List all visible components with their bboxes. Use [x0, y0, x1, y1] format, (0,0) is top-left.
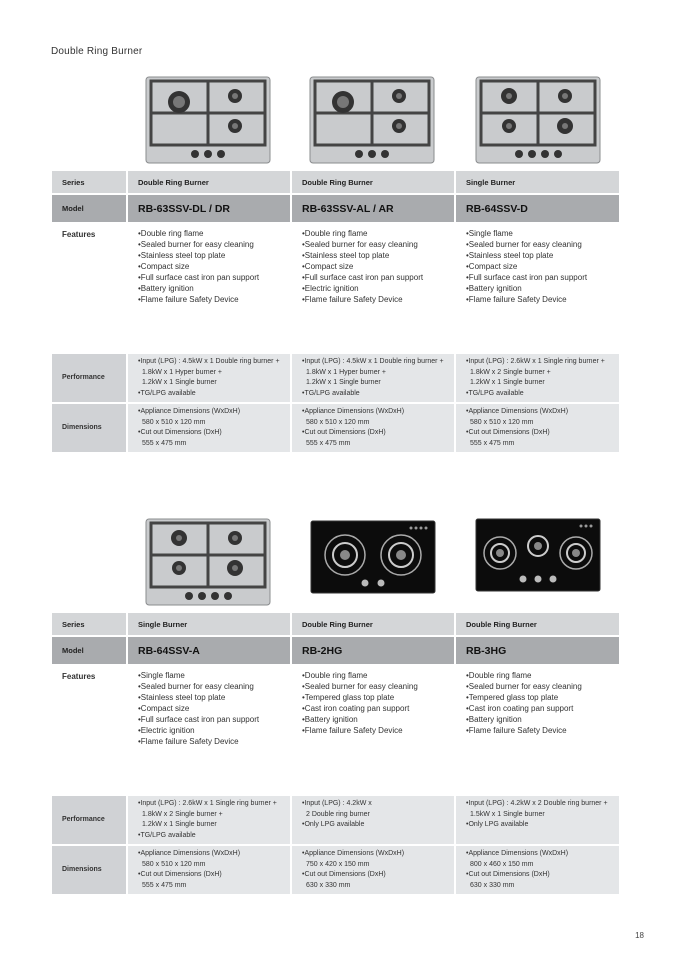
model-value: RB-3HG: [456, 637, 619, 664]
dimension-line: •Appliance Dimensions (WxDxH): [466, 408, 569, 415]
dimensions-cell: [128, 846, 290, 894]
model-value: RB-64SSV-A: [128, 637, 290, 664]
performance-line: 1.5kW x 1 Single burner: [470, 810, 545, 818]
dimension-line: •Appliance Dimensions (WxDxH): [138, 408, 241, 415]
series-label: Series: [52, 171, 126, 193]
performance-line: •TG/LPG available: [138, 389, 196, 397]
product-block-1: [52, 72, 621, 454]
performance-line: 2 Double ring burner: [306, 810, 370, 818]
performance-line: 1.8kW x 2 Single burner +: [470, 368, 551, 376]
dimension-line: 555 x 475 mm: [142, 439, 187, 447]
feature-item: •Full surface cast iron pan support: [138, 273, 260, 282]
dimensions-label: Dimensions: [52, 404, 126, 452]
performance-line: 1.2kW x 1 Single burner: [306, 379, 381, 386]
model-row: [52, 637, 621, 664]
feature-item: •Sealed burner for easy cleaning: [302, 682, 418, 691]
series-value: Single Burner: [456, 171, 619, 193]
model-value: RB-63SSV-AL / AR: [292, 195, 454, 222]
features-row: [52, 224, 621, 352]
performance-line: •TG/LPG available: [138, 831, 196, 839]
performance-line: •Input (LPG) : 4.5kW x 1 Double ring burner +: [302, 358, 444, 365]
feature-item: •Sealed burner for easy cleaning: [466, 240, 582, 249]
feature-item: •Compact size: [302, 262, 354, 271]
feature-item: •Sealed burner for easy cleaning: [466, 682, 582, 691]
page-number: 18: [635, 931, 644, 940]
performance-row: [52, 354, 621, 402]
feature-item: •Flame failure Safety Device: [302, 726, 403, 735]
feature-item: •Flame failure Safety Device: [138, 295, 239, 304]
feature-item: •Double ring flame: [138, 229, 204, 238]
product-images-row: [52, 514, 621, 610]
feature-item: •Double ring flame: [302, 229, 368, 238]
dimension-line: •Cut out Dimensions (DxH): [302, 871, 386, 878]
feature-item: •Stainless steel top plate: [138, 693, 226, 702]
performance-line: •Input (LPG) : 2.6kW x 1 Single ring burner +: [466, 358, 605, 365]
series-row: [52, 171, 621, 193]
dimension-line: •Cut out Dimensions (DxH): [138, 871, 222, 878]
performance-line: •Input (LPG) : 4.2kW x: [302, 800, 372, 807]
spec-table-1: [52, 171, 621, 452]
model-value: RB-2HG: [292, 637, 454, 664]
feature-item: •Full surface cast iron pan support: [302, 273, 424, 282]
performance-cell: [456, 354, 619, 402]
performance-line: 1.2kW x 1 Single burner: [142, 821, 217, 828]
dimension-line: 555 x 475 mm: [470, 439, 515, 447]
performance-line: 1.2kW x 1 Single burner: [470, 379, 545, 386]
feature-item: •Compact size: [138, 262, 190, 271]
series-value: Double Ring Burner: [456, 613, 619, 635]
dimensions-label: Dimensions: [52, 846, 126, 894]
features-list: [128, 224, 290, 352]
feature-item: •Electric ignition: [302, 284, 359, 293]
product-block-2: [52, 514, 621, 896]
stainless-hob-image: [145, 76, 271, 164]
features-label: Features: [52, 224, 126, 352]
glass-hob-image: [475, 518, 601, 592]
feature-item: •Flame failure Safety Device: [138, 737, 239, 746]
model-label: Model: [52, 195, 126, 222]
series-value: Double Ring Burner: [128, 171, 290, 193]
features-list: [292, 666, 454, 794]
stainless-hob-image: [309, 76, 435, 164]
dimensions-cell: [292, 404, 454, 452]
performance-label: Performance: [52, 796, 126, 844]
dimension-line: •Appliance Dimensions (WxDxH): [138, 850, 241, 857]
model-value: RB-63SSV-DL / DR: [128, 195, 290, 222]
stainless-hob-image: [475, 76, 601, 164]
feature-item: •Stainless steel top plate: [302, 251, 390, 260]
performance-cell: [128, 796, 290, 844]
performance-cell: [292, 796, 454, 844]
dimension-line: 580 x 510 x 120 mm: [306, 418, 370, 426]
dimension-line: •Cut out Dimensions (DxH): [302, 429, 386, 436]
performance-row: [52, 796, 621, 844]
dimensions-cell: [128, 404, 290, 452]
dimension-line: •Appliance Dimensions (WxDxH): [302, 850, 405, 857]
feature-item: •Flame failure Safety Device: [302, 295, 403, 304]
features-list: [128, 666, 290, 794]
performance-line: •Input (LPG) : 4.2kW x 2 Double ring burner +: [466, 800, 608, 807]
dimension-line: 580 x 510 x 120 mm: [142, 418, 206, 426]
performance-line: •Input (LPG) : 4.5kW x 1 Double ring burner +: [138, 358, 280, 365]
series-value: Double Ring Burner: [292, 171, 454, 193]
feature-item: •Electric ignition: [138, 726, 195, 735]
feature-item: •Single flame: [466, 229, 513, 238]
dimensions-row: [52, 404, 621, 452]
feature-item: •Sealed burner for easy cleaning: [138, 682, 254, 691]
feature-item: •Stainless steel top plate: [138, 251, 226, 260]
feature-item: •Battery ignition: [466, 715, 522, 724]
dimension-line: •Appliance Dimensions (WxDxH): [466, 850, 569, 857]
performance-label: Performance: [52, 354, 126, 402]
product-images-row: [52, 72, 621, 168]
performance-line: 1.8kW x 1 Hyper burner +: [306, 368, 386, 376]
dimensions-cell: [292, 846, 454, 894]
series-label: Series: [52, 613, 126, 635]
dimensions-row: [52, 846, 621, 894]
stainless-hob-image: [145, 518, 271, 606]
feature-item: •Cast iron coating pan support: [466, 704, 574, 713]
performance-line: 1.8kW x 2 Single burner +: [142, 810, 223, 818]
features-row: [52, 666, 621, 794]
performance-cell: [128, 354, 290, 402]
dimension-line: •Cut out Dimensions (DxH): [466, 871, 550, 878]
series-value: Single Burner: [128, 613, 290, 635]
features-list: [456, 224, 619, 352]
feature-item: •Double ring flame: [302, 671, 368, 680]
performance-line: •Input (LPG) : 2.6kW x 1 Single ring burner +: [138, 800, 277, 807]
performance-cell: [292, 354, 454, 402]
feature-item: •Single flame: [138, 671, 185, 680]
feature-item: •Battery ignition: [138, 284, 194, 293]
features-list: [456, 666, 619, 794]
feature-item: •Sealed burner for easy cleaning: [302, 240, 418, 249]
dimension-line: •Cut out Dimensions (DxH): [466, 429, 550, 436]
dimension-line: 580 x 510 x 120 mm: [470, 418, 534, 426]
performance-line: 1.8kW x 1 Hyper burner +: [142, 368, 222, 376]
series-value: Double Ring Burner: [292, 613, 454, 635]
features-list: [292, 224, 454, 352]
model-value: RB-64SSV-D: [456, 195, 619, 222]
performance-line: •TG/LPG available: [302, 389, 360, 397]
dimension-line: 630 x 330 mm: [470, 881, 515, 889]
feature-item: •Tempered glass top plate: [302, 693, 395, 702]
performance-cell: [456, 796, 619, 844]
feature-item: •Cast iron coating pan support: [302, 704, 410, 713]
features-label: Features: [52, 666, 126, 794]
performance-line: •Only LPG available: [302, 821, 365, 828]
performance-line: •Only LPG available: [466, 821, 529, 828]
dimensions-cell: [456, 846, 619, 894]
model-label: Model: [52, 637, 126, 664]
dimension-line: 555 x 475 mm: [142, 881, 187, 889]
dimension-line: 630 x 330 mm: [306, 881, 351, 889]
feature-item: •Sealed burner for easy cleaning: [138, 240, 254, 249]
dimension-line: •Appliance Dimensions (WxDxH): [302, 408, 405, 415]
feature-item: •Tempered glass top plate: [466, 693, 559, 702]
feature-item: •Flame failure Safety Device: [466, 726, 567, 735]
feature-item: •Flame failure Safety Device: [466, 295, 567, 304]
feature-item: •Full surface cast iron pan support: [466, 273, 588, 282]
feature-item: •Compact size: [138, 704, 190, 713]
dimension-line: •Cut out Dimensions (DxH): [138, 429, 222, 436]
dimension-line: 555 x 475 mm: [306, 439, 351, 447]
dimensions-cell: [456, 404, 619, 452]
performance-line: 1.2kW x 1 Single burner: [142, 379, 217, 386]
feature-item: •Full surface cast iron pan support: [138, 715, 260, 724]
dimension-line: 750 x 420 x 150 mm: [306, 860, 370, 868]
model-row: [52, 195, 621, 222]
feature-item: •Double ring flame: [466, 671, 532, 680]
dimension-line: 580 x 510 x 120 mm: [142, 860, 206, 868]
spec-table-2: [52, 613, 621, 894]
feature-item: •Stainless steel top plate: [466, 251, 554, 260]
feature-item: •Battery ignition: [466, 284, 522, 293]
series-row: [52, 613, 621, 635]
glass-hob-image: [310, 520, 436, 594]
page-title: Double Ring Burner: [51, 46, 143, 57]
feature-item: •Battery ignition: [302, 715, 358, 724]
dimension-line: 800 x 460 x 150 mm: [470, 860, 534, 868]
performance-line: •TG/LPG available: [466, 389, 524, 397]
feature-item: •Compact size: [466, 262, 518, 271]
